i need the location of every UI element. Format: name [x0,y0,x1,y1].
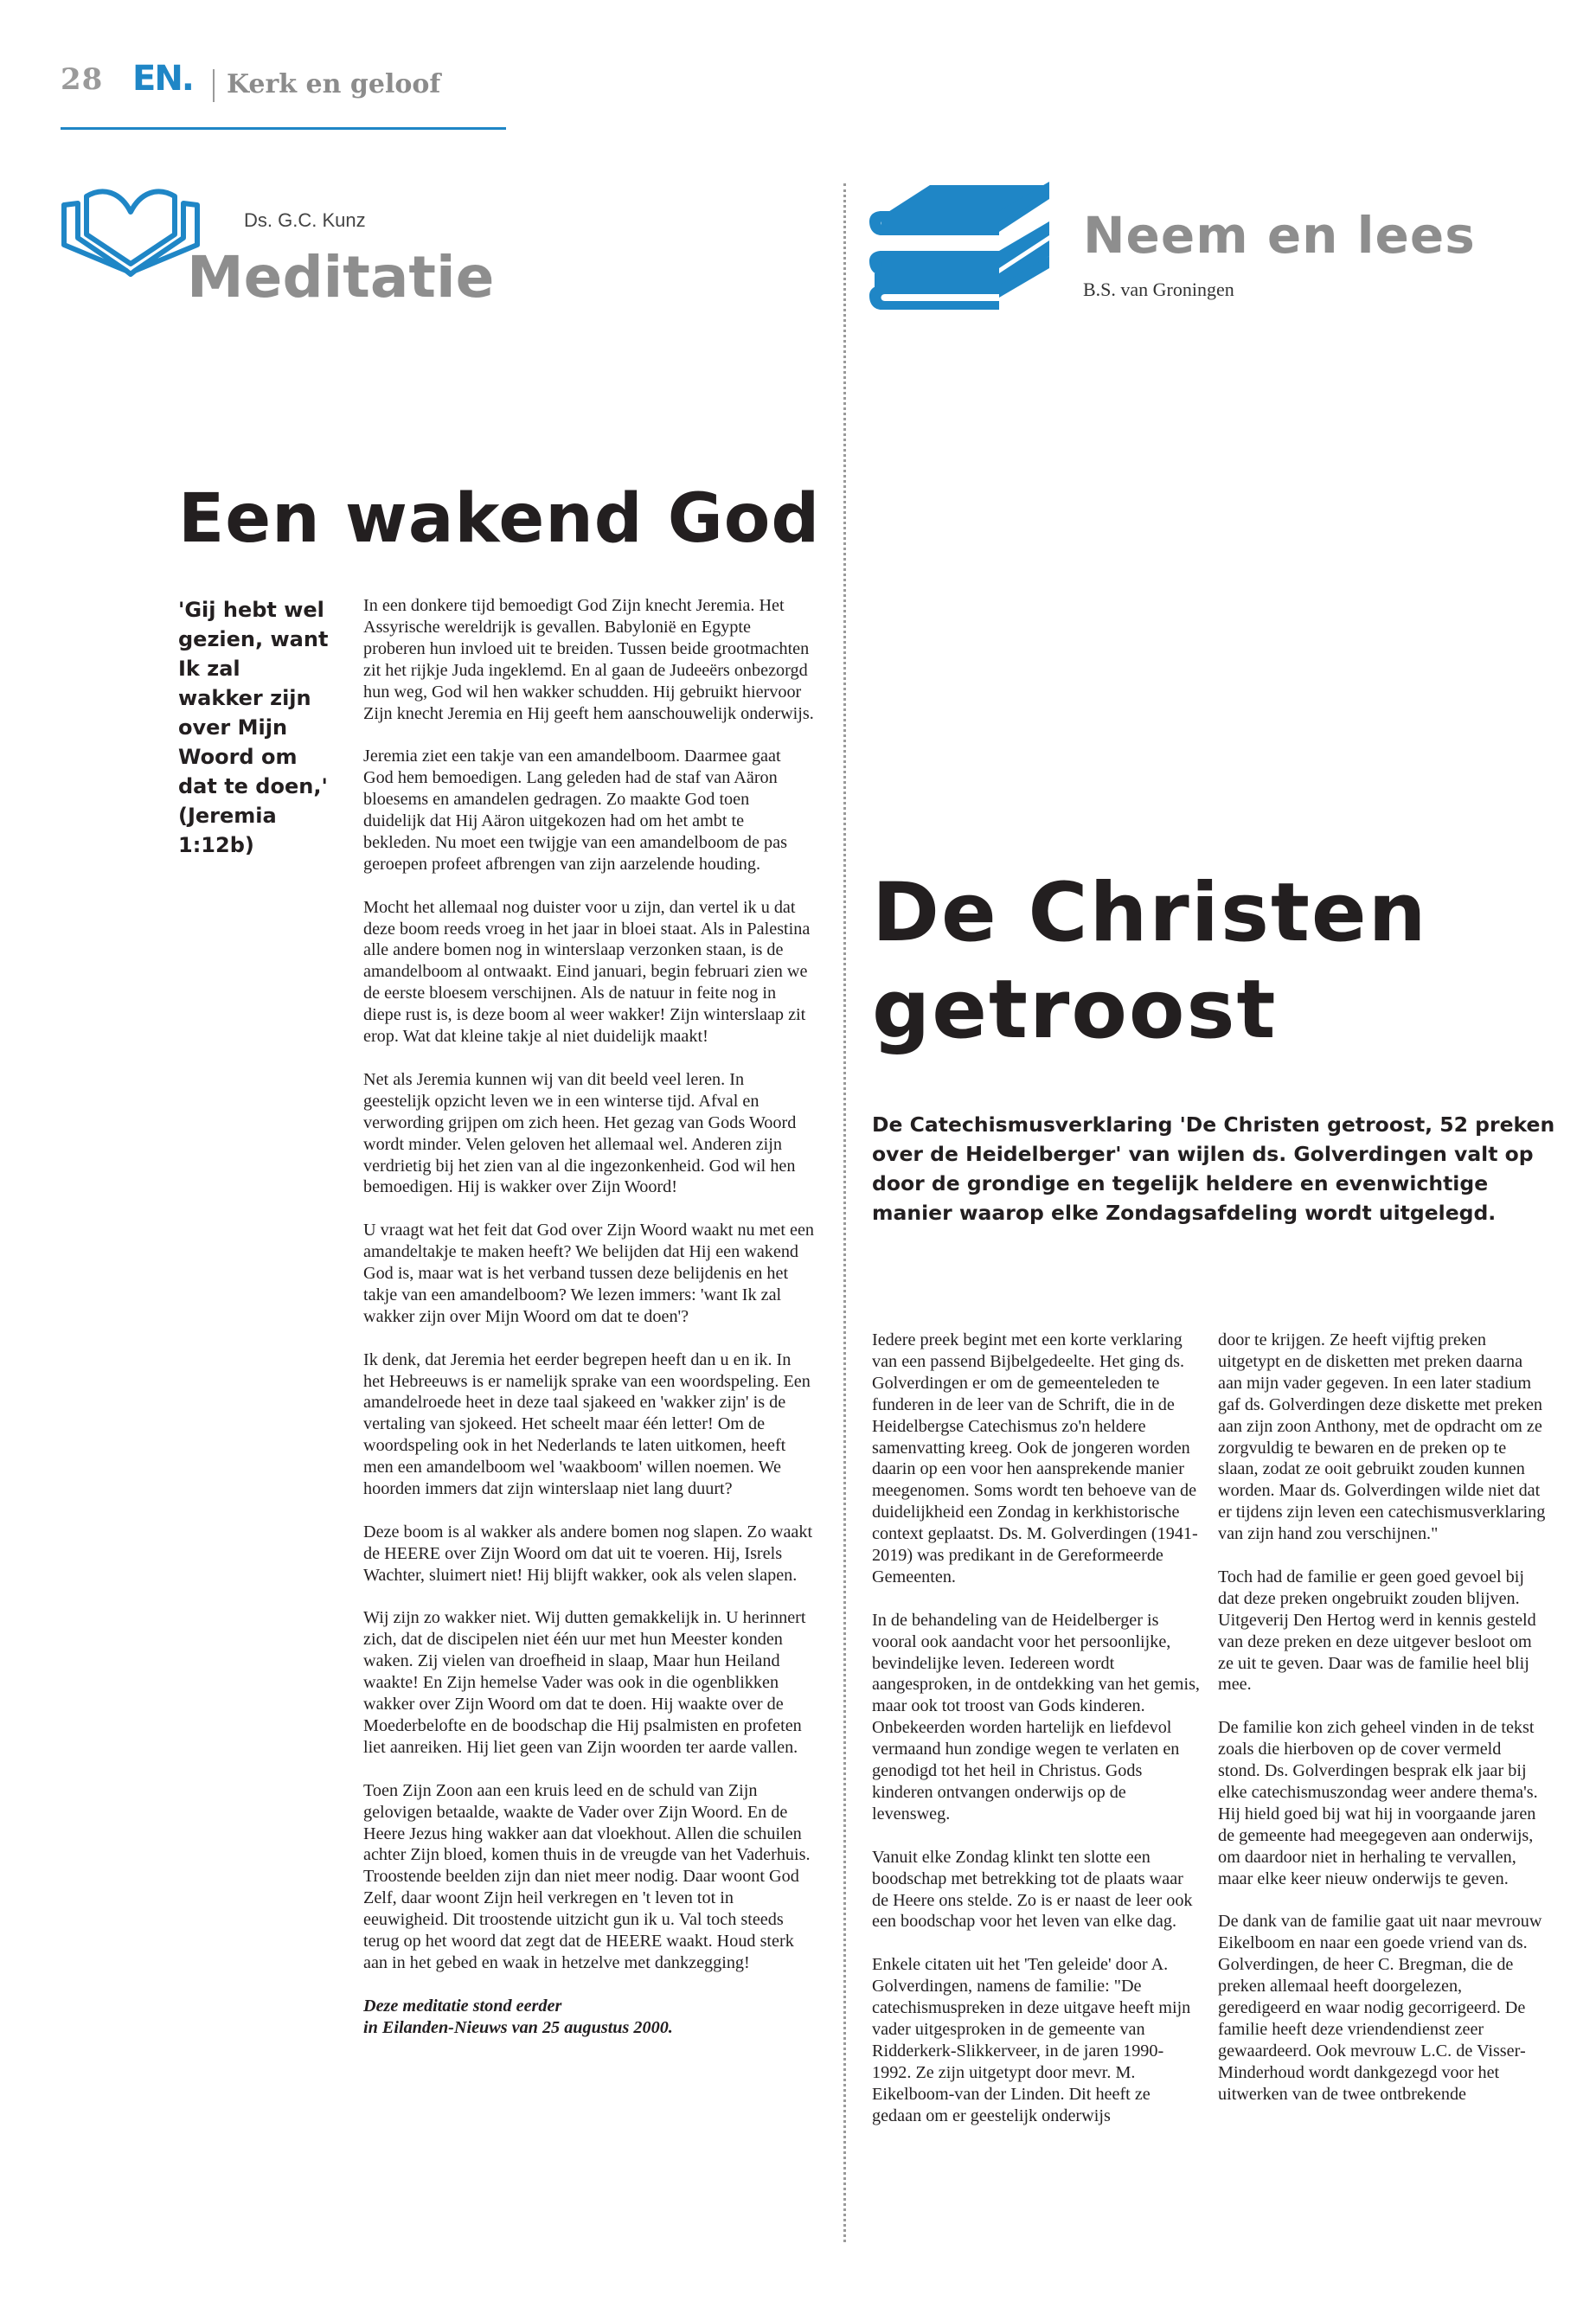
review-title [872,865,1428,1059]
meditatie-paragraph: U vraagt wat het feit dat God over Zijn Woord waakt nu met een amandeltakje te maken heeft? We belijden dat Hij een wakend God is, maar wat is het verband tussen deze belijdenis en het takje van een amandelboom? We lezen immers: 'want Ik zal wakker zijn over Mijn Woord om dat te doen'? [363,1221,815,1326]
meditatie-paragraph: In een donkere tijd bemoedigt God Zijn knecht Jeremia. Het Assyrische wereldrijk is gevallen. Babylonië en Egypte proberen hun invloed uit te breiden. Tussen beide grootmachten zit het rijkje Juda ingeklemd. En al gaan de Judeeërs onbezorgd hun weg, God wil hen wakker schudden. Hij gebruikt hiervoor Zijn knecht Jeremia en Hij geeft hem aanschouwelijk onderwijs. [363,596,814,723]
column-separator [843,183,846,2242]
page-number: 28 [61,62,104,97]
neem-en-lees-author: B.S. van Groningen [1083,279,1234,300]
meditatie-paragraph: Mocht het allemaal nog duister voor u zijn, dan vertel ik u dat deze boom reeds vroeg in het jaar in bloei staat. Als in Palestina alle andere bomen nog in winterslaap verzonken staan, is de amandelboom al ontwaakt. Eind januari, begin februari zien we de eerste bloesem verschijnen. Als de natuur in feite nog in diepe rust is, is deze boom al weer wakker! Zijn winterslaap zit erop. Wat dat kleine takje al niet duidelijk maakt! [363,897,811,1047]
meditatie-paragraph: Net als Jeremia kunnen wij van dit beeld veel leren. In geestelijk opzicht leven we in een winterse tijd. Afval en verwording grijpen om zich heen. Het gezag van Gods Woord wordt minder. Velen geloven het allemaal wel. Anderen zijn verdrietig bij het zien van al die ingezonkenheid. God wil hen bemoedigen. Hij is wakker over Zijn Woord! [363,1069,797,1197]
neem-en-lees-label: Neem en lees [1083,206,1476,265]
review-paragraph: In de behandeling van de Heidelberger is vooral ook aandacht voor het persoonlijke, bevindelijke leven. Iedereen wordt aangesproken, in de ontdekking van het gemis, maar ook tot troost van Gods kinderen. Onbekeerden worden hartelijk en liefdevol vermaand hun zondige wegen te verlaten en genodigd tot het heil in Christus. Gods kinderen ontvangen onderwijs op de levensweg. [872,1610,1200,1823]
review-title-line1: De Christen [872,866,1428,960]
meditatie-title: Een wakend God [178,480,821,558]
review-title-line2: getroost [872,963,1278,1057]
meditatie-paragraph: Jeremia ziet een takje van een amandelboom. Daarmee gaat God hem bemoedigen. Lang geleden had de staf van Aäron bloesems en amandelen gedragen. Zo maakte God toen duidelijk dat Hij Aäron uitgekozen had om het ambt te bekleden. Nu moet een twijgje van een amandelboom de pas geroepen profeet afbrengen van zijn aarzelende houding. [363,747,787,874]
review-paragraph: De dank van de familie gaat uit naar mevrouw Eikelboom en naar een goede vriend van ds. Golverdingen, de heer C. Bregman, die de preken allemaal heeft doorgelezen, geredigeerd en waar nodig gecorrigeerd. De familie heeft deze vriendendienst zeer gewaardeerd. Ook mevrouw L.C. de Visser-Minderhoud wordt dankgezegd voor het uitwerken van de twee ontbrekende [1218,1912,1542,2104]
meditatie-paragraph: Toen Zijn Zoon aan een kruis leed en de schuld van Zijn gelovigen betaalde, waakte de Vader over Zijn Woord. En de Heere Jezus hing wakker aan dat vloekhout. Allen die schuilen achter Zijn bloed, komen thuis in de vreugde van het Vaderhuis. Troostende beelden zijn dan niet meer nodig. Daar woont God Zelf, daar woont Zijn heil verkregen en 't leven tot in eeuwigheid. Dit troostende uitzicht gun ik u. Val toch steeds terug op het woord dat zegt dat de HEERE waakt. Houd sterk aan in het gebed en waak in hetzelve met dankzegging! [363,1780,811,1972]
source-note-line1: Deze meditatie stond eerder [363,1996,562,2016]
meditatie-label: Meditatie [187,244,495,311]
meditatie-body [363,595,815,2060]
review-body-column-2 [1218,1330,1547,2126]
review-paragraph: Iedere preek begint met een korte verklaring van een passend Bijbelgedeelte. Het ging ds. Golverdingen er om de gemeenteleden te funderen in de leer van de Schrift, die in de Heidelbergse Catechismus zo'n heldere samenvatting kreeg. Ook de jongeren worden daarin op een voor hen aansprekende manier meegenomen. Soms wordt ten behoeve van de duidelijkheid een Zondag in kerkhistorische context geplaatst. Ds. M. Golverdingen (1941-2019) was predikant in de Gereformeerde Gemeenten. [872,1330,1198,1586]
header-divider [213,69,215,102]
meditatie-paragraph: Wij zijn zo wakker niet. Wij dutten gemakkelijk in. U herinnert zich, dat de discipelen niet één uur met hun Meester konden waken. Zij vielen van droefheid in slaap, Maar hun Heiland waakte! En Zijn hemelse Vader was ook in die ogenblikken wakker over Zijn Woord om dat te doen. Hij waakte over de Moederbelofte en de boodschap die Hij psalmisten en profeten liet aanreiken. Hij liet geen van Zijn woorden ter aarde vallen. [363,1608,806,1757]
review-paragraph: Enkele citaten uit het 'Ten geleide' door A. Golverdingen, namens de familie: "De catechismuspreken in deze uitgave heeft mijn vader uitgesproken in de gemeente van Ridderkerk-Slikkerveer, in de jaren 1990-1992. Ze zijn uitgetypt door mevr. M. Eikelboom-van der Linden. Dit heeft ze gedaan om er geestelijk onderwijs [872,1955,1191,2125]
review-lead: De Catechismusverklaring 'De Christen getroost, 52 preken over de Heidelberger' van wijlen ds. Golverdingen valt op door de grondige en tegelijk heldere en evenwichtige manier waarop elke Zondagsafdeling wordt uitgelegd. [872,1112,1555,1225]
meditatie-paragraph: Ik denk, dat Jeremia het eerder begrepen heeft dan u en ik. In het Hebreeuws is er namelijk sprake van een woordspeling. Een amandelroede heet in deze taal sjakeed en 'wakker zijn' is de vertaling van sjokeed. Het scheelt maar één letter! Om de woordspeling ook in het Nederlands te laten uitkomen, heeft men een amandelboom wel 'waakboom' willen noemen. We hoorden immers dat zijn winterslaap niet lang duurt? [363,1349,811,1499]
review-paragraph: Vanuit elke Zondag klinkt ten slotte een boodschap met betrekking tot de plaats waar de Heere ons stelde. Zo is er naast de leer ook een boodschap voor het leven van elke dag. [872,1847,1193,1932]
meditatie-source-note [363,1996,815,2039]
review-body-column-1 [872,1330,1201,2148]
meditatie-author: Ds. G.C. Kunz [244,209,366,231]
header-rule [61,127,506,130]
review-paragraph: Toch had de familie er geen goed gevoel bij dat deze preken ongebruikt zouden blijven. Uitgeverij Den Hertog werd in kennis gesteld van deze preken en deze uitgever besloot om ze uit te geven. Daar was de familie heel blij mee. [1218,1567,1536,1695]
meditatie-pullquote: 'Gij hebt wel gezien, want Ik zal wakker zijn over Mijn Woord om dat te doen,' (Jeremia 1:12b) [178,598,329,857]
source-note-line2: in Eilanden-Nieuws van 25 augustus 2000. [363,2017,673,2037]
meditatie-paragraph: Deze boom is al wakker als andere bomen nog slapen. Zo waakt de HEERE over Zijn Woord om dat uit te voeren. Hij, Isrels Wachter, sluimert niet! Hij blijft wakker, ook als velen slapen. [363,1522,813,1585]
section-label: Kerk en geloof [227,69,441,99]
review-paragraph: De familie kon zich geheel vinden in de tekst zoals die hierboven op de cover vermeld stond. Ds. Golverdingen besprak elk jaar bij elke catechismuszondag weer andere thema's. Hij hield goed bij wat hij in voorgaande jaren de gemeente had meegegeven aan onderwijs, om daardoor niet in herhaling te vervallen, maar elke keer nieuw onderwijs te geven. [1218,1718,1538,1888]
publication-logo: EN. [132,59,193,99]
review-paragraph: door te krijgen. Ze heeft vijftig preken uitgetypt en de disketten met preken daarna aan mijn vader gegeven. In een later stadium gaf ds. Golverdingen deze diskette met preken aan zijn zoon Anthony, met de opdracht om ze zorgvuldig te bewaren en de preken op te slaan, zodat ze ooit gebruikt zouden kunnen worden. Maar ds. Golverdingen wilde niet dat er tijdens zijn leven een catechismusverklaring van zijn hand zou verschijnen." [1218,1330,1546,1544]
open-book-heart-icon [61,177,201,277]
stacked-books-icon [869,182,1051,316]
